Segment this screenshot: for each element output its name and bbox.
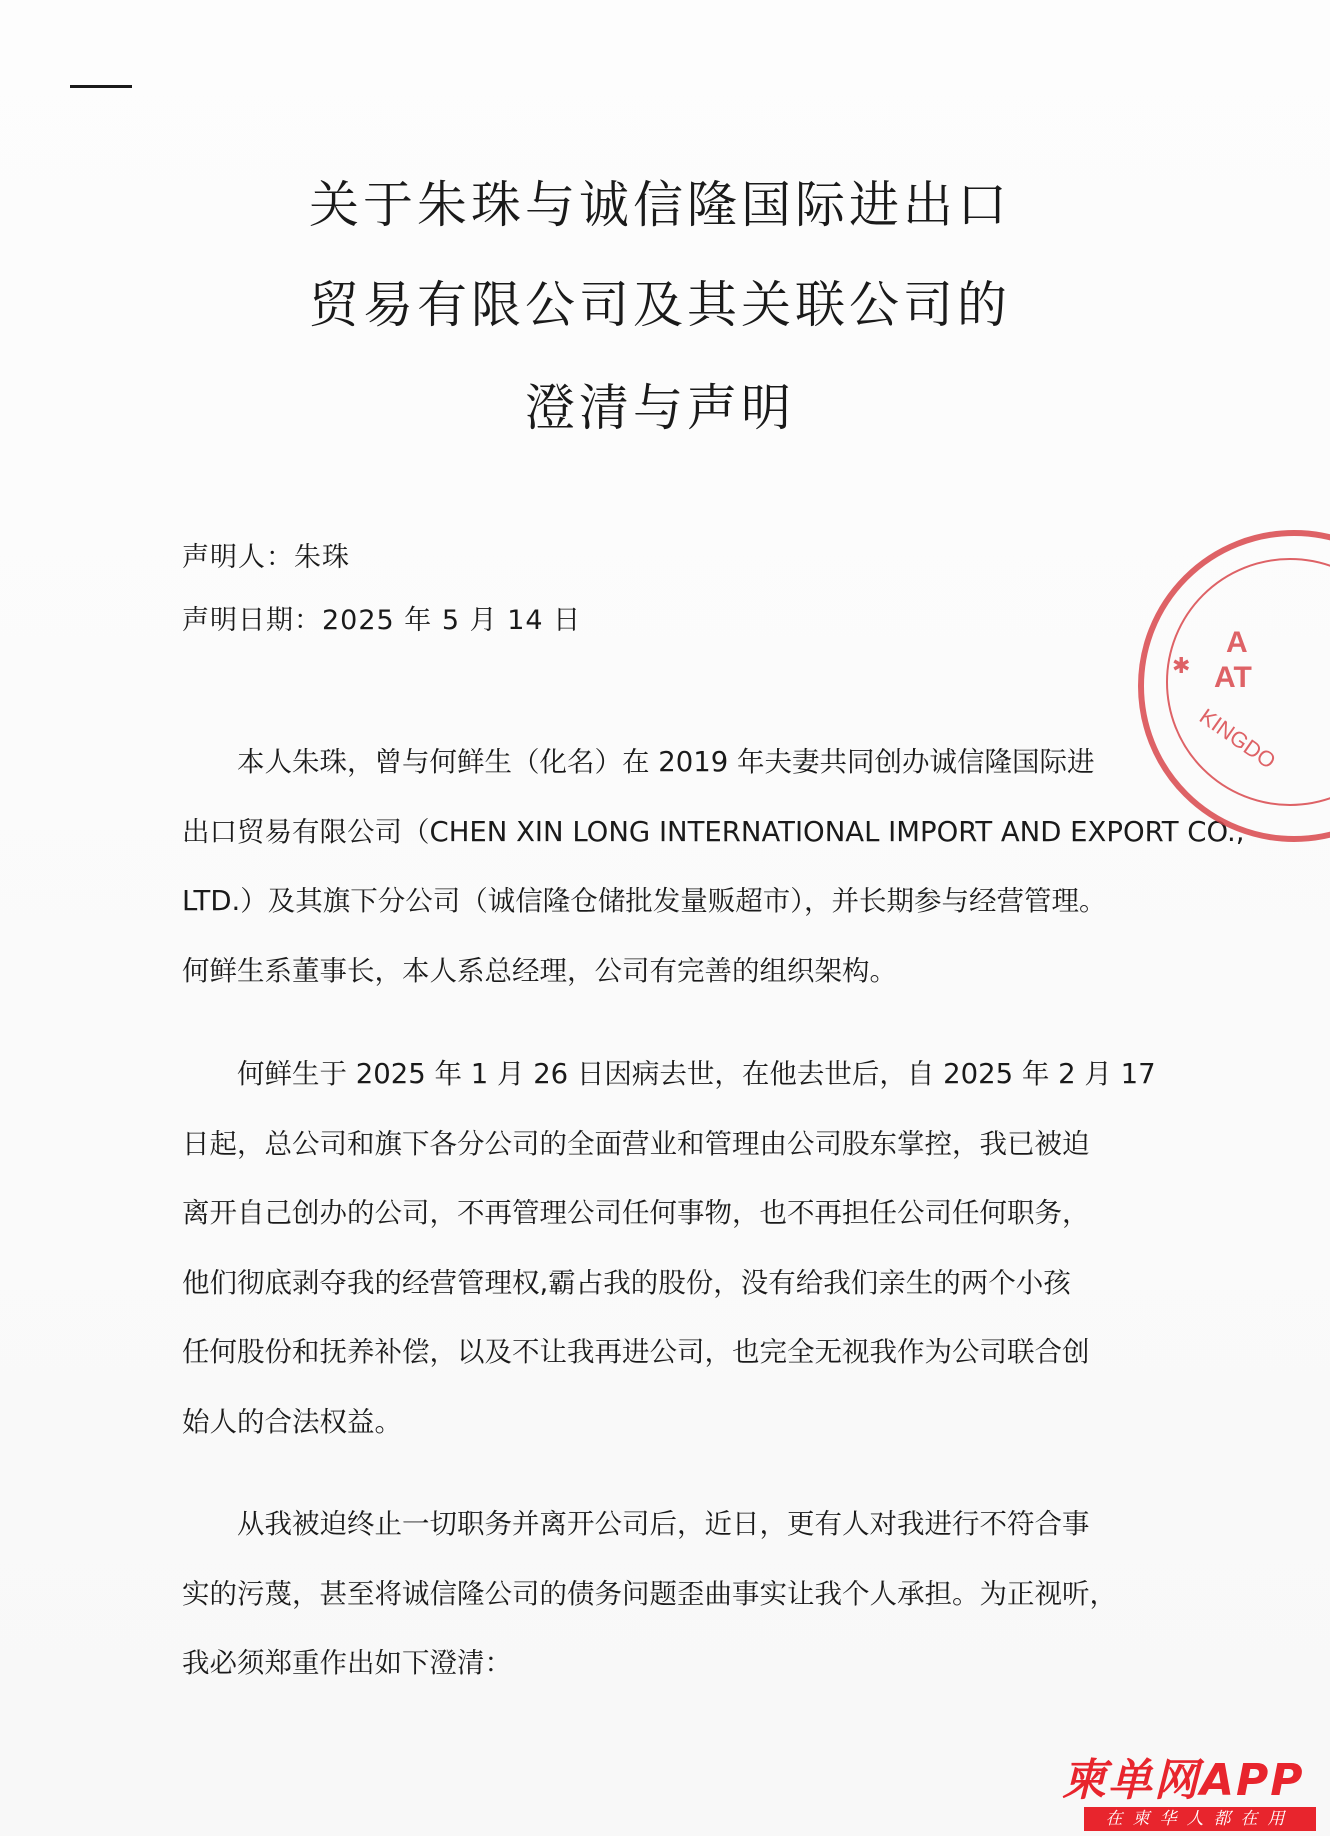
paragraph-line: 他们彻底剥夺我的经营管理权,霸占我的股份，没有给我们亲生的两个小孩: [182, 1266, 1071, 1299]
declaration-date: 声明日期：2025 年 5 月 14 日: [182, 605, 582, 636]
watermark-tagline: 在柬华人都在用: [1084, 1807, 1316, 1831]
paragraph-line: 日起，总公司和旗下各分公司的全面营业和管理由公司股东掌控，我已被迫: [182, 1127, 1090, 1160]
watermark-logo: [1062, 1757, 1322, 1831]
watermark-brand: 柬单网APP: [1062, 1755, 1305, 1806]
paragraph-line: 始人的合法权益。: [182, 1405, 402, 1438]
paragraph-line: 实的污蔑，甚至将诚信隆公司的债务问题歪曲事实让我个人承担。为正视听，: [182, 1577, 1117, 1610]
paragraph-2: [182, 1040, 1162, 1457]
paragraph-line: 出口贸易有限公司（CHEN XIN LONG INTERNATIONAL IMPORT AND EXPORT CO.,: [182, 815, 1245, 848]
seal-star-icon: ✱: [1172, 654, 1191, 679]
title-line-1: 关于朱珠与诚信隆国际进出口: [309, 176, 1011, 234]
title-line-3: 澄清与声明: [525, 379, 795, 437]
corner-mark: [70, 85, 132, 88]
company-seal: [1138, 530, 1330, 842]
paragraph-line: 何鲜生于 2025 年 1 月 26 日因病去世，在他去世后，自 2025 年 2 月 17: [237, 1058, 1156, 1090]
paragraph-3: [182, 1490, 1162, 1699]
paragraph-line: 本人朱珠，曾与何鲜生（化名）在 2019 年夫妻共同创办诚信隆国际进: [237, 746, 1095, 778]
seal-text: KINGDO: [1194, 703, 1281, 774]
paragraph-line: 何鲜生系董事长，本人系总经理，公司有完善的组织架构。: [182, 954, 897, 987]
paragraph-line: LTD.）及其旗下分公司（诚信隆仓储批发量贩超市），并长期参与经营管理。: [182, 885, 1107, 917]
declarant: 声明人：朱珠: [182, 542, 350, 573]
paragraph-line: 从我被迫终止一切职务并离开公司后，近日，更有人对我进行不符合事: [237, 1508, 1090, 1540]
paragraph-line: 我必须郑重作出如下澄清：: [182, 1647, 512, 1679]
title-line-2: 贸易有限公司及其关联公司的: [309, 276, 1011, 334]
paragraph-1: [182, 728, 1245, 1006]
seal-text: AT: [1214, 661, 1252, 694]
seal-text: A: [1226, 626, 1248, 659]
paragraph-line: 离开自己创办的公司，不再管理公司任何事物，也不再担任公司任何职务，: [182, 1197, 1090, 1229]
paragraph-line: 任何股份和抚养补偿，以及不让我再进公司，也完全无视我作为公司联合创: [182, 1336, 1090, 1368]
